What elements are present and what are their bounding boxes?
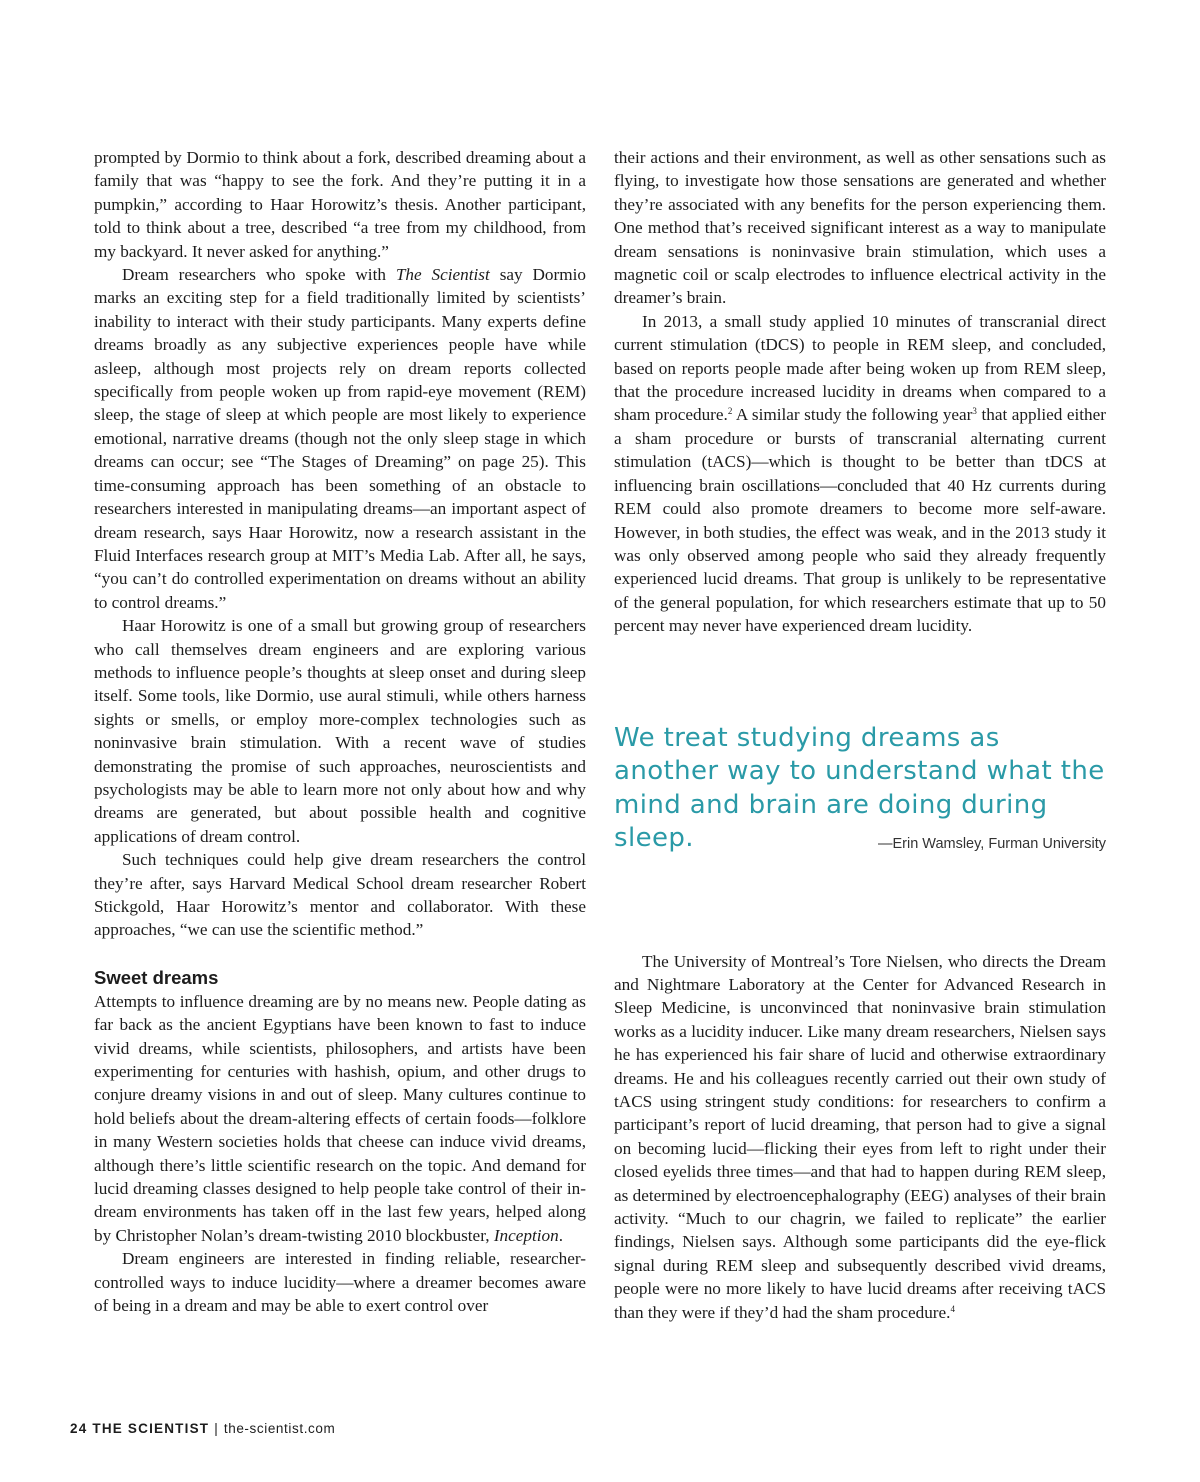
reference-marker: 3 [972, 406, 977, 417]
page-footer [70, 1421, 335, 1436]
publication-name-italic: The Scientist [395, 265, 490, 285]
paragraph-stickgold: Such techniques could help give dream researchers the control they’re after, says Harvard Medical School dream researcher Robert Stickgold, Haar Horowitz’s mentor and collaborator. With these approaches, “we can use the scientific method.” [94, 850, 586, 940]
paragraph-lucidity: Dream engineers are interested in finding reliable, researcher-controlled ways to induce lucidity—where a dreamer becomes aware of being in a dream and may be able to exert control over [94, 1249, 586, 1316]
paragraph-sensations: their actions and their environment, as well as other sensations such as flying, to investigate how those sensations are generated and whether they’re associated with any benefits for the person experiencing them. One method that’s received significant interest as a way to manipulate dream sensations is noninvasive brain stimulation, which uses a magnetic coil or scalp electrodes to influence electrical activity in the dreamer’s brain. [614, 148, 1106, 308]
paragraph-dream-engineers: Haar Horowitz is one of a small but growing group of researchers who call themselves dream engineers and are exploring various methods to influence people’s thoughts at sleep onset and during sleep itself. Some tools, like Dormio, use aural stimuli, while others harness sights or smells, or employ more-complex technologies such as noninvasive brain stimulation. With a recent wave of studies demonstrating the promise of such approaches, neuroscientists and psychologists may be able to learn more not only about how and why dreams are generated, but about possible health and cognitive applications of dream control. [94, 616, 586, 846]
text-run: Attempts to influence dreaming are by no means new. People dating as far back as the ancient Egyptians have been known to fast to induce vivid dreams, while scientists, philosophers, and artists have been experimenting for centuries with hashish, opium, and other drugs to conjure dreamy visions in and out of sleep. Many cultures continue to hold beliefs about the dream-altering effects of certain foods—folklore in many Western societies holds that cheese can induce vivid dreams, although there’s little scientific research on the topic. And demand for lucid dreaming classes designed to help people take control of their in-dream environments has taken off in the last few years, helped along by Christopher Nolan’s dream-twisting 2010 blockbuster, [94, 991, 586, 1245]
text-run: . [558, 1225, 564, 1245]
reference-marker: 4 [950, 1303, 955, 1314]
section-heading: Sweet dreams [94, 966, 219, 988]
reference-marker: 2 [727, 406, 733, 417]
pull-quote-attribution: —Erin Wamsley, Furman University [877, 836, 1106, 853]
text-run: that applied either a sham procedure or bursts of transcranial alternating current stimulation (tACS)—which is thought to be better than tDCS at influencing brain oscillations—concluded that 40 Hz currents during REM could also promote dreamers to become more self-aware. However, in both studies, the effect was weak, and in the 2013 study it was only observed among people who said they already frequently experienced lucid dreams. That group is unlikely to be representative of the general population, for which researchers estimate that up to 50 percent may never have experienced dream lucidity. [614, 405, 1106, 636]
paragraph-nielsen [614, 950, 1106, 1325]
pull-quote-text: We treat studying dreams as another way to understand what the mind and brain are doing during sleep. [614, 722, 1105, 854]
paragraph-dormio-step [94, 263, 586, 614]
paragraph-history [94, 990, 586, 1247]
text-run: Dream researchers who spoke with [122, 265, 396, 285]
pull-quote [614, 722, 1106, 856]
text-run: say Dormio marks an exciting step for a field traditionally limited by scientists’ inability to interact with their study participants. Many experts define dreams broadly as any subjective experiences people have while asleep, although most projects rely on dream reports collected specifically from people woken up from rapid-eye movement (REM) sleep, the stage of sleep at which people are most likely to experience emotional, narrative dreams (though not the only sleep stage in which dreams can occur; see “The Stages of Dreaming” on page 25). This time-consuming approach has been something of an obstacle to researchers interested in manipulating dreams—an important aspect of dream research, says Haar Horowitz, now a research assistant in the Fluid Interfaces research group at MIT’s Media Lab. After all, he says, “you can’t do controlled experimentation on dreams without an ability to control dreams.” [94, 265, 586, 612]
footer-separator: | [214, 1421, 219, 1436]
text-run: A similar study the following year [732, 405, 973, 425]
paragraph-tdcs-study [614, 310, 1106, 638]
text-run: The University of Montreal’s Tore Nielsen, who directs the Dream and Nightmare Laboratory at the Center for Advanced Research in Sleep Medicine, is unconvinced that noninvasive brain stimulation works as a lucidity inducer. Like many dream researchers, Nielsen says he has experienced his fair share of lucid and otherwise extraordinary dreams. He and his colleagues recently carried out their own study of tACS using stringent study conditions: for researchers to confirm a participant’s report of lucid dreaming, that person had to give a signal on becoming lucid—flicking their eyes from left to right under their closed eyelids three times—and that had to happen during REM sleep, as determined by electroencephalography (EEG) analyses of their brain activity. “Much to our chagrin, we failed to replicate” the earlier findings, Nielsen says. Although some participants did the eye-flick signal during REM sleep and subsequently described vivid dreams, people were no more likely to have lucid dreams after receiving tACS than they were if they’d had the sham procedure. [614, 951, 1106, 1322]
page-number: 24 [70, 1421, 88, 1436]
film-title-italic: Inception [493, 1225, 559, 1245]
text-run: In 2013, a small study applied 10 minutes of transcranial direct current stimulation (tDCS) to people in REM sleep, and concluded, based on reports people made after being woken up from REM sleep, that the procedure increased lucidity in dreams when compared to a sham procedure. [614, 311, 1106, 425]
right-column [614, 146, 1106, 1324]
publication-name: THE SCIENTIST [92, 1421, 210, 1436]
paragraph-continued: prompted by Dormio to think about a fork, described dreaming about a family that was “happy to see the fork. And they’re putting it in a pumpkin,” according to Haar Horowitz’s thesis. Another participant, told to think about a tree, described “a tree from my childhood, from my backyard. It never asked for anything.” [94, 148, 586, 261]
website-link[interactable]: the-scientist.com [223, 1421, 336, 1436]
left-column [94, 146, 586, 1318]
